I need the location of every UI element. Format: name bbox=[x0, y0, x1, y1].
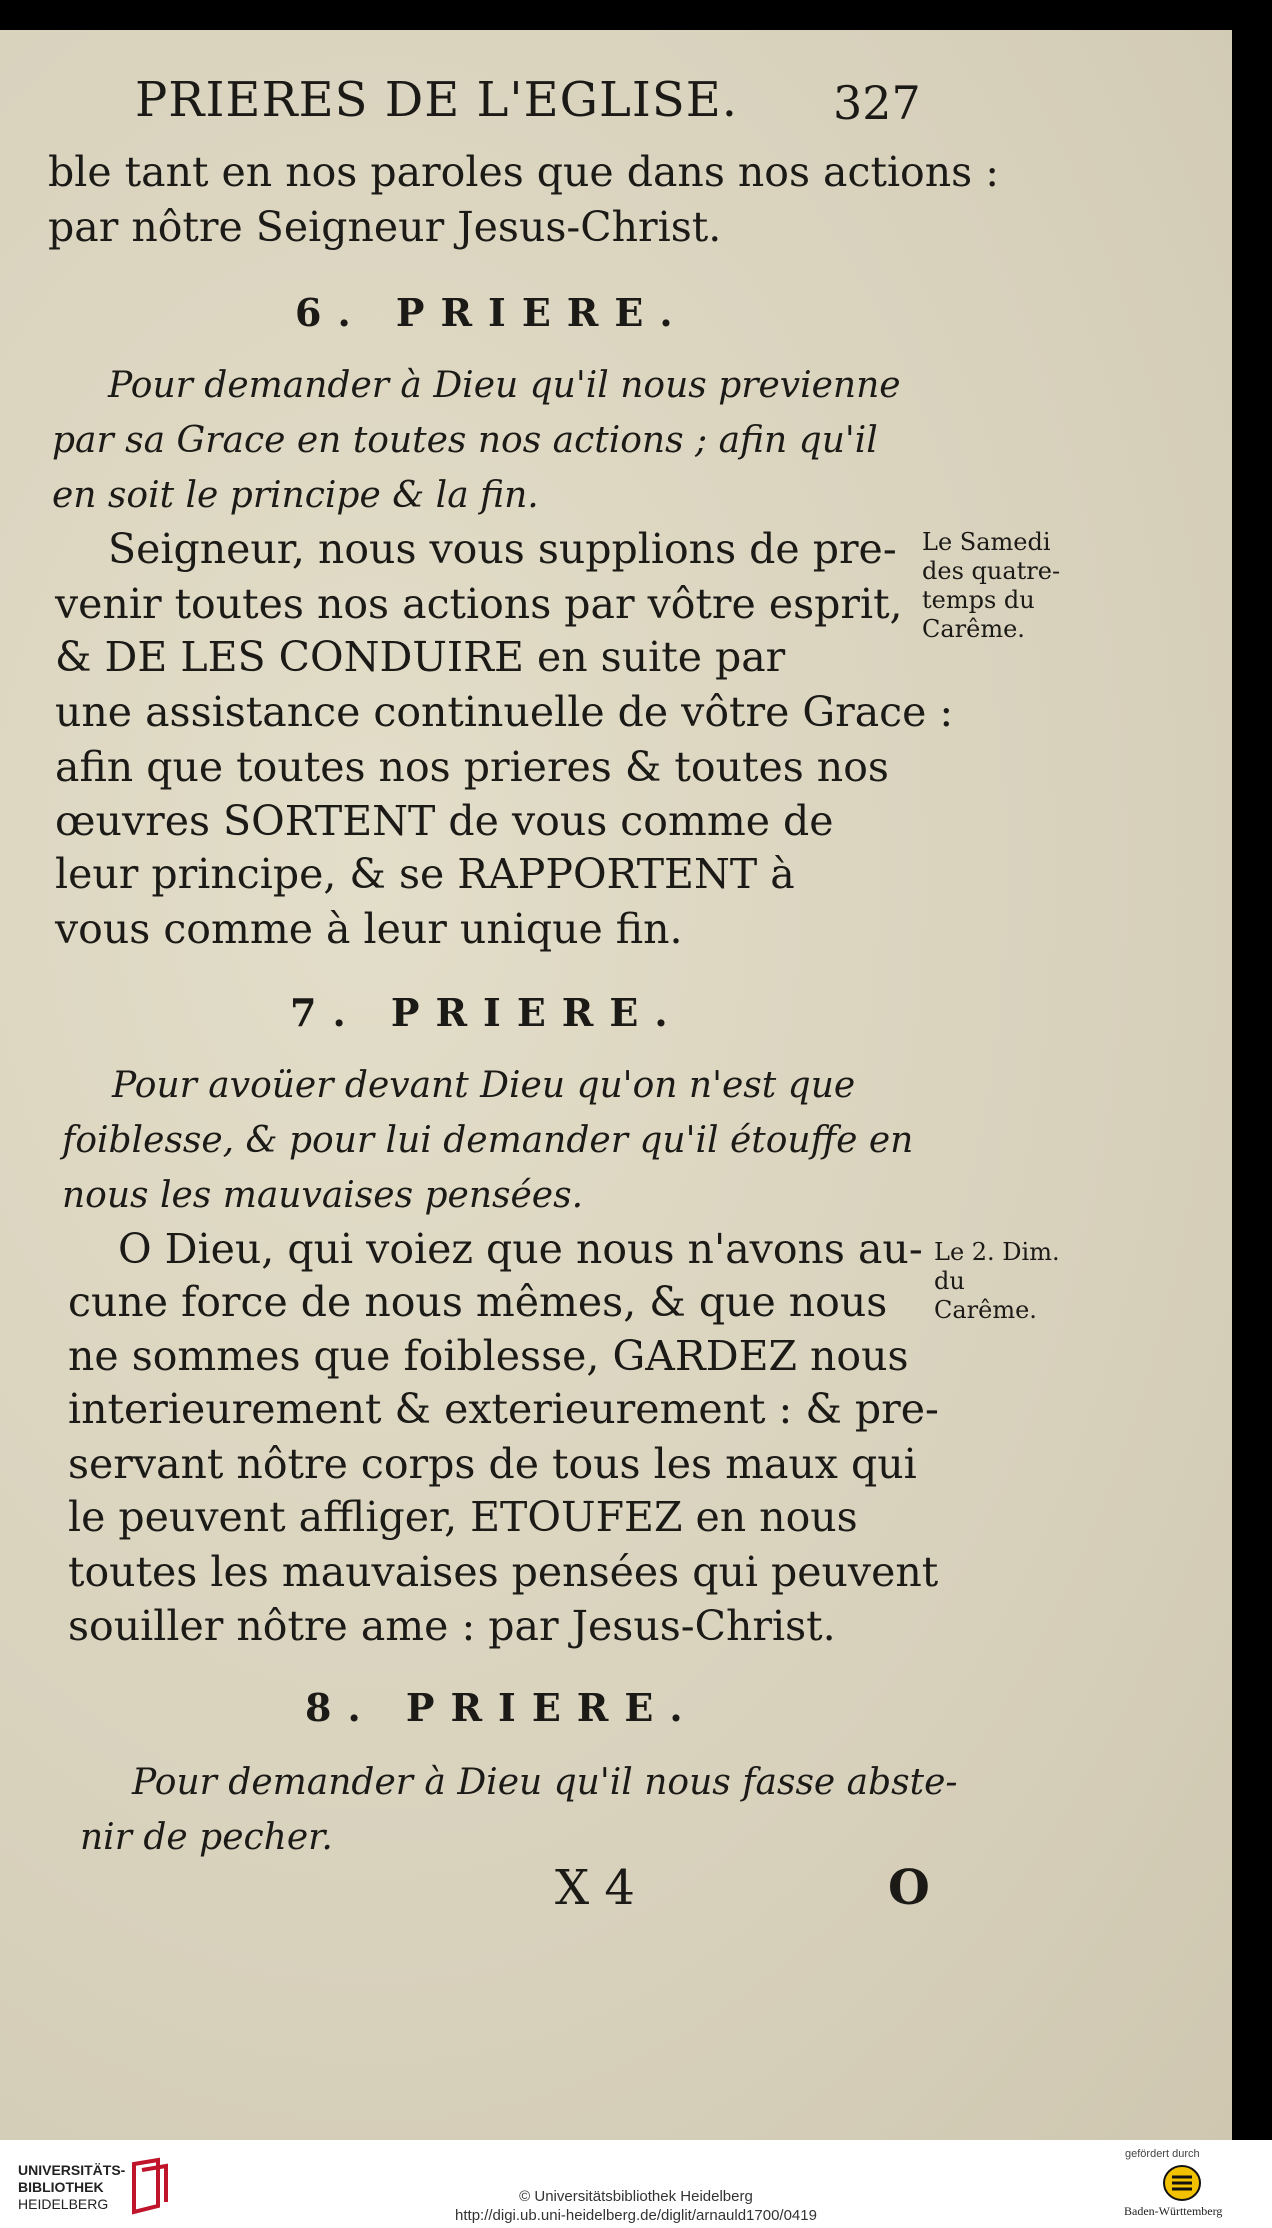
margin-note: Le 2. Dim. du Carême. bbox=[934, 1238, 1060, 1324]
margin-note: Le Samedi des quatre-temps du Carême. bbox=[922, 528, 1061, 643]
prayer-body-line: une assistance continuelle de vôtre Grace : bbox=[55, 688, 954, 736]
prayer-body-line: & DE LES CONDUIRE en suite par bbox=[55, 633, 786, 681]
permalink[interactable]: http://digi.ub.uni-heidelberg.de/diglit/arnauld1700/0419 bbox=[455, 2207, 817, 2224]
prayer-heading: 7. PRIERE. bbox=[290, 990, 684, 1035]
prayer-body-line: souiller nôtre ame : par Jesus-Christ. bbox=[68, 1602, 836, 1650]
signature-mark: X 4 bbox=[555, 1860, 635, 1916]
prayer-title-line: Pour demander à Dieu qu'il nous previenne bbox=[108, 365, 901, 406]
prayer-body-line: interieurement & exterieurement : & pre- bbox=[68, 1385, 939, 1433]
running-header: PRIERES DE L'EGLISE. bbox=[135, 72, 739, 128]
funded-by-label: gefördert durch bbox=[1125, 2148, 1200, 2160]
catchword: O bbox=[888, 1860, 930, 1916]
prayer-body-line: afin que toutes nos prieres & toutes nos bbox=[55, 743, 889, 791]
prayer-body-line: le peuvent affliger, ETOUFEZ en nous bbox=[68, 1493, 858, 1541]
prayer-body-line: leur principe, & se RAPPORTENT à bbox=[55, 850, 795, 898]
prayer-body-line: vous comme à leur unique fin. bbox=[55, 905, 683, 953]
prayer-title-line: par sa Grace en toutes nos actions ; afin qu'il bbox=[52, 420, 878, 461]
viewer-footer bbox=[0, 2140, 1272, 2228]
prayer-title-line: Pour demander à Dieu qu'il nous fasse abste- bbox=[132, 1762, 958, 1803]
prayer-body-line: servant nôtre corps de tous les maux qui bbox=[68, 1440, 917, 1488]
prayer-title-line: foiblesse, & pour lui demander qu'il étouffe en bbox=[62, 1120, 914, 1161]
page-number: 327 bbox=[833, 76, 921, 130]
text-line: par nôtre Seigneur Jesus-Christ. bbox=[48, 203, 722, 251]
prayer-heading: 6. PRIERE. bbox=[295, 290, 689, 335]
prayer-body-line: O Dieu, qui voiez que nous n'avons au- bbox=[118, 1225, 923, 1273]
prayer-body-line: Seigneur, nous vous supplions de pre- bbox=[108, 525, 897, 573]
prayer-body-line: toutes les mauvaises pensées qui peuvent bbox=[68, 1548, 939, 1596]
prayer-title-line: en soit le principe & la fin. bbox=[52, 475, 539, 516]
prayer-body-line: œuvres SORTENT de vous comme de bbox=[55, 797, 834, 845]
copyright-notice: © Universitätsbibliothek Heidelberg bbox=[519, 2188, 753, 2205]
prayer-body-line: ne sommes que foiblesse, GARDEZ nous bbox=[68, 1332, 909, 1380]
prayer-heading: 8. PRIERE. bbox=[305, 1685, 699, 1730]
text-line: ble tant en nos paroles que dans nos actions : bbox=[48, 148, 1000, 196]
prayer-title-line: nous les mauvaises pensées. bbox=[62, 1175, 584, 1216]
library-name-line: BIBLIOTHEK bbox=[18, 2179, 104, 2195]
prayer-body-line: venir toutes nos actions par vôtre esprit, bbox=[55, 580, 903, 628]
library-name-line: HEIDELBERG bbox=[18, 2196, 109, 2212]
library-name-line: UNIVERSITÄTS- bbox=[18, 2162, 126, 2178]
prayer-title-line: nir de pecher. bbox=[80, 1817, 333, 1858]
state-name: Baden-Württemberg bbox=[1124, 2204, 1223, 2218]
prayer-body-line: cune force de nous mêmes, & que nous bbox=[68, 1278, 888, 1326]
prayer-title-line: Pour avoüer devant Dieu qu'on n'est que bbox=[112, 1065, 856, 1106]
state-emblem-icon bbox=[1162, 2164, 1202, 2202]
